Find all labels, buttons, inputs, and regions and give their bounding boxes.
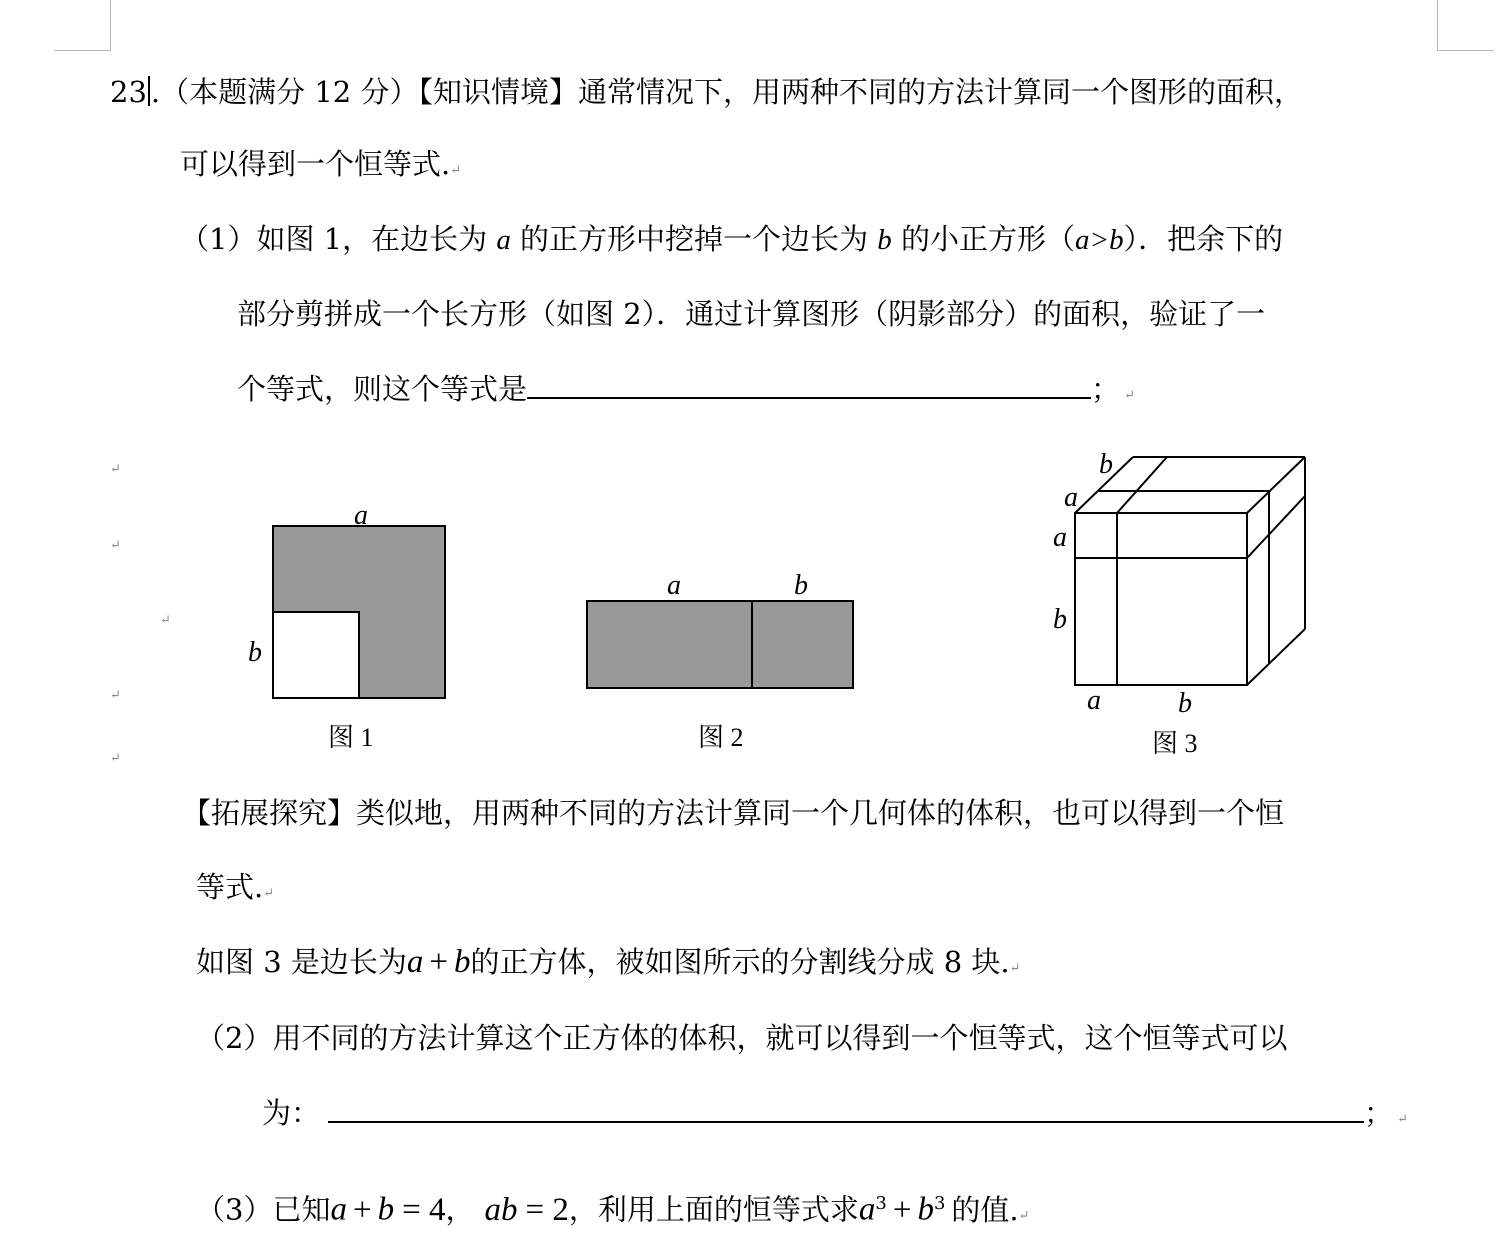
- cube-edge: [1247, 629, 1305, 685]
- fig2-caption: 图 2: [698, 723, 744, 752]
- part1-text: 的小正方形（: [891, 222, 1075, 256]
- plus-sign: +: [429, 944, 449, 980]
- intro-text: 通常情况下，用两种不同的方法计算同一个图形的面积，: [577, 75, 1303, 109]
- fig2-rectangle: [587, 601, 853, 688]
- fig1-label-a: a: [354, 500, 368, 531]
- answer-blank-2[interactable]: [328, 1097, 1364, 1123]
- paragraph-mark: ↵: [1393, 1112, 1409, 1127]
- fig3-label-top-a: a: [1064, 482, 1078, 513]
- semicolon: ；: [1364, 1096, 1394, 1130]
- paragraph-mark: ↵: [450, 163, 462, 178]
- figure3-description: [196, 944, 1021, 987]
- paragraph-mark: ↵: [110, 751, 121, 766]
- paragraph-mark: ↵: [110, 688, 121, 703]
- var-a: a: [406, 944, 424, 980]
- comma: ，: [445, 1192, 475, 1227]
- intro-text-continued: [180, 146, 461, 189]
- fig3-label-left-a: a: [1053, 522, 1067, 553]
- var-b: b: [377, 1191, 395, 1228]
- figure-2: [587, 570, 853, 752]
- var-a: a: [330, 1191, 347, 1228]
- part1-text: ）．把余下的: [1123, 222, 1284, 256]
- crop-mark-top-left: [54, 0, 111, 51]
- answer-blank-1[interactable]: [527, 373, 1091, 399]
- part2-line1: [196, 1020, 1287, 1056]
- paragraph-mark: ↵: [160, 613, 171, 628]
- part1-text-2: 部分剪拼成一个长方形（如图 2）．通过计算图形（阴影部分）的面积，验证了一: [237, 297, 1266, 331]
- plus-sign: +: [352, 1191, 372, 1228]
- part3-text-2: ，利用上面的恒等式求: [568, 1192, 859, 1227]
- equals-two: = 2: [525, 1191, 569, 1228]
- fig3-label-bottom-a: a: [1087, 685, 1101, 716]
- var-a: a: [858, 1191, 876, 1228]
- var-a: a: [496, 224, 511, 256]
- paragraph-mark: ↵: [1120, 388, 1136, 403]
- part3-text: （3）已知: [196, 1192, 331, 1227]
- fig3-desc-text-2: 的正方体，被如图所示的分割线分成 8 块.: [470, 945, 1010, 979]
- plus-sign: +: [892, 1191, 912, 1228]
- extension-text-2: 等式.: [196, 870, 264, 904]
- paragraph-mark: ↵: [110, 538, 121, 553]
- figure-3: [1075, 457, 1305, 685]
- part1-line1: [180, 221, 1283, 258]
- extension-line1: [182, 795, 1284, 831]
- fig2-label-a: a: [667, 570, 681, 601]
- paragraph-mark: ↵: [263, 886, 275, 901]
- exponent: 3: [933, 1193, 946, 1214]
- part1-line2: [237, 296, 1265, 332]
- fig3-label-bottom-b: b: [1178, 688, 1192, 719]
- fig3-label-left-b: b: [1053, 604, 1067, 635]
- part1-line3: [237, 371, 1135, 414]
- section-heading-extension: 【拓展探究】: [182, 796, 357, 830]
- fig1-label-b: b: [248, 637, 262, 668]
- section-heading-knowledge: 【知识情境】: [418, 75, 578, 109]
- fig2-label-b: b: [794, 570, 808, 601]
- part1-text: 的正方形中挖掉一个边长为: [510, 222, 878, 256]
- part3-line: [196, 1186, 1030, 1235]
- intro-text-2: 可以得到一个恒等式.: [180, 147, 451, 181]
- question-number: 23: [110, 75, 147, 109]
- part2-text: （2）用不同的方法计算这个正方体的体积，就可以得到一个恒等式，这个恒等式可以: [196, 1021, 1288, 1055]
- part3-text-3: 的值.: [951, 1192, 1019, 1227]
- part1-text-3: 个等式，则这个等式是: [237, 372, 528, 406]
- fig1-inner-square: [273, 612, 359, 698]
- var-ab: ab: [484, 1191, 518, 1228]
- figure-1: [248, 500, 445, 752]
- fig3-caption: 图 3: [1152, 729, 1198, 758]
- cube-front-face: [1075, 513, 1247, 685]
- paragraph-mark: ↵: [110, 462, 121, 477]
- paragraph-mark: ↵: [1018, 1208, 1030, 1224]
- part1-text: （1）如图 1，在边长为: [180, 222, 497, 256]
- score-note: .（本题满分 12 分）: [150, 75, 419, 109]
- extension-line2: [196, 869, 274, 912]
- part2-line2: [262, 1095, 1408, 1138]
- text-cursor: [148, 76, 150, 106]
- fig3-desc-text: 如图 3 是边长为: [196, 945, 407, 979]
- extension-text: 类似地，用两种不同的方法计算同一个几何体的体积，也可以得到一个恒: [356, 796, 1285, 830]
- equals-four: = 4: [402, 1191, 446, 1228]
- condition-a-gt-b: a>b: [1075, 224, 1124, 256]
- semicolon: ；: [1091, 372, 1121, 406]
- var-b: b: [917, 1191, 934, 1228]
- exponent: 3: [875, 1193, 887, 1214]
- var-b: b: [877, 224, 892, 256]
- var-b: b: [454, 944, 471, 980]
- figures: [0, 440, 1509, 770]
- question-header: [110, 74, 1303, 110]
- crop-mark-top-right: [1437, 0, 1494, 51]
- fig3-label-top-b: b: [1099, 449, 1113, 480]
- part2-text-2: 为：: [262, 1096, 321, 1130]
- fig1-caption: 图 1: [328, 723, 374, 752]
- paragraph-mark: ↵: [1009, 961, 1021, 976]
